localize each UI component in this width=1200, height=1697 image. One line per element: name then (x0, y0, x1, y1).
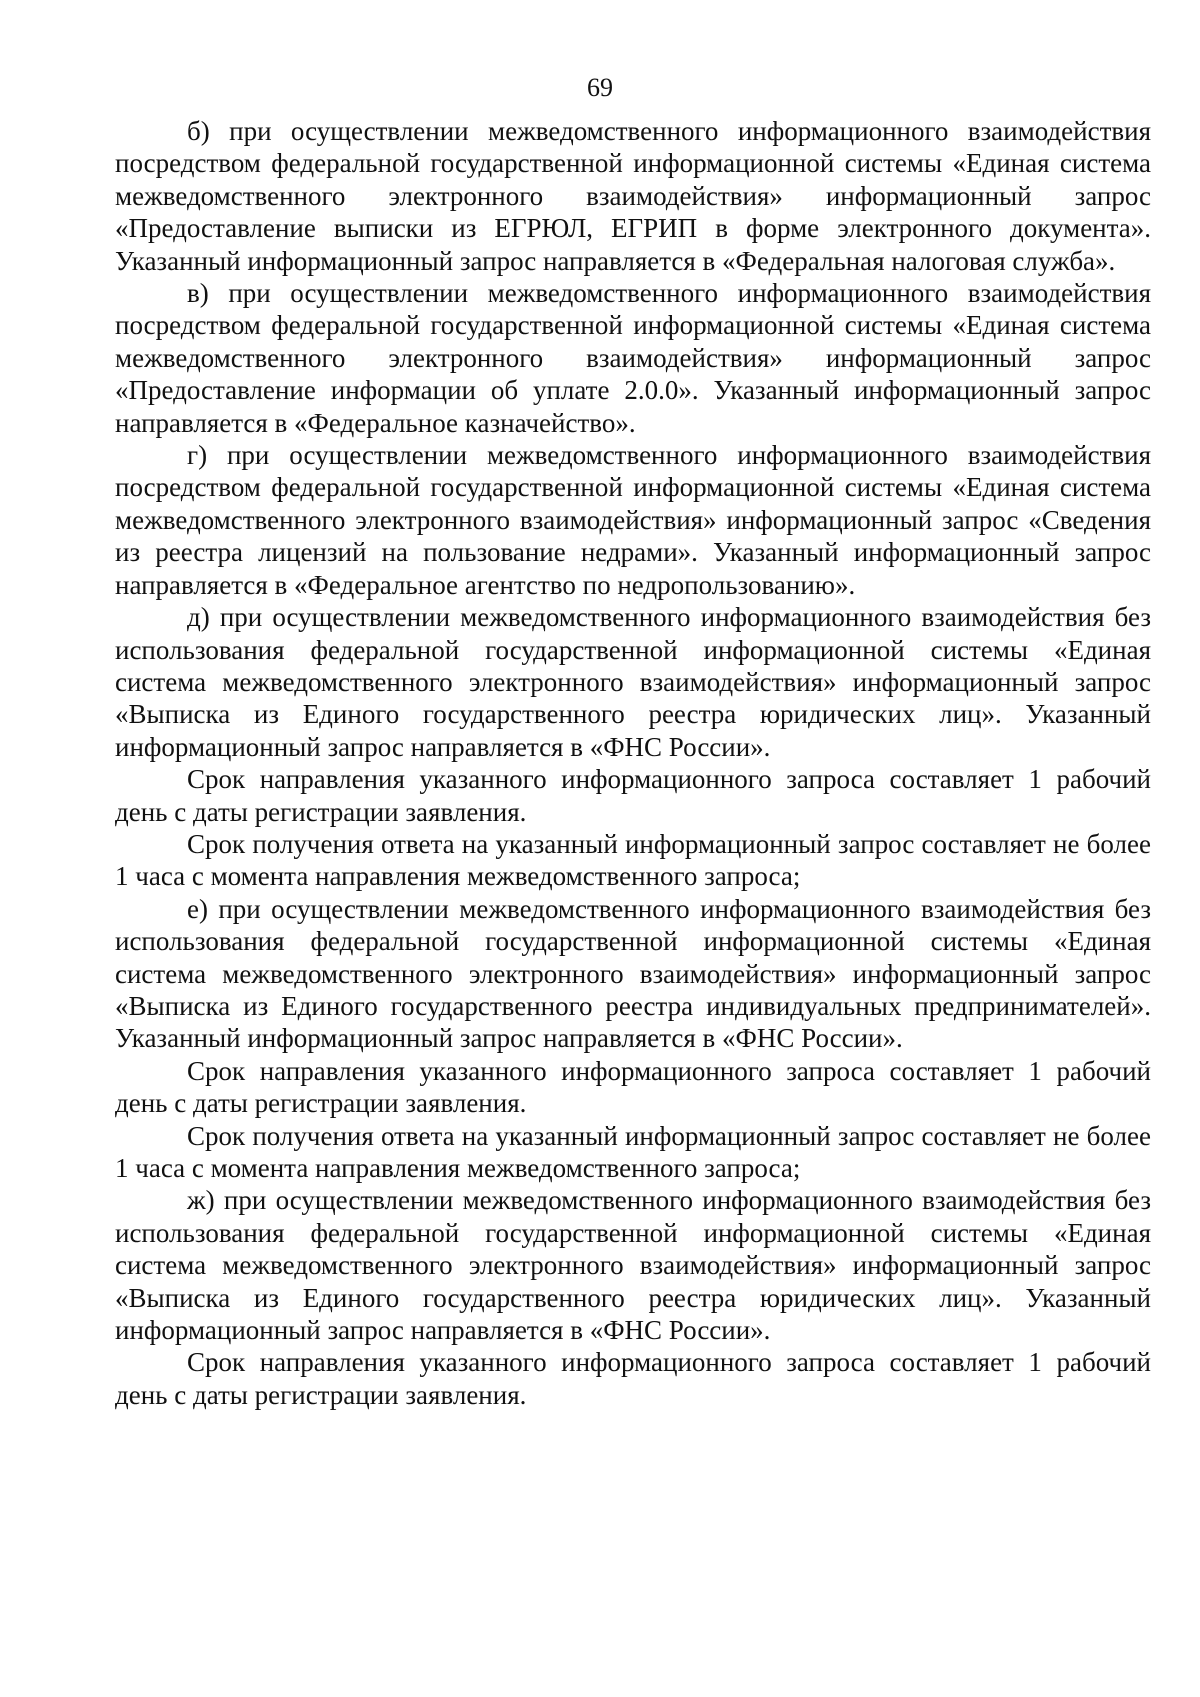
paragraph-b: б) при осуществлении межведомственного информационного взаимодействия посредством федеральной государственной информационной системы «Единая система межведомственного электронного взаимодействия» информационный запрос «Предоставление выписки из ЕГРЮЛ, ЕГРИП в форме электронного документа». Указанный информационный запрос направляется в «Федеральная налоговая служба». (115, 116, 1151, 276)
paragraph-zh: ж) при осуществлении межведомственного информационного взаимодействия без использования федеральной государственной информационной системы «Единая система межведомственного электронного взаимодействия» информационный запрос «Выписка из Единого государственного реестра юридических лиц». Указанный информационный запрос направляется в «ФНС России». (115, 1185, 1151, 1346)
paragraph-d: д) при осуществлении межведомственного информационного взаимодействия без использования федеральной государственной информационной системы «Единая система межведомственного электронного взаимодействия» информационный запрос «Выписка из Единого государственного реестра юридических лиц». Указанный информационный запрос направляется в «ФНС России». (115, 602, 1151, 762)
paragraph-e-request-deadline: Срок направления указанного информационного запроса составляет 1 рабочий день с даты регистрации заявления. (115, 1055, 1151, 1119)
page-number: 69 (587, 73, 613, 102)
document-body (115, 115, 1151, 1411)
paragraph-d-response-deadline: Срок получения ответа на указанный информационный запрос составляет не более 1 часа с момента направления межведомственного запроса; (115, 828, 1151, 892)
paragraph-g: г) при осуществлении межведомственного информационного взаимодействия посредством федеральной государственной информационной системы «Единая система межведомственного электронного взаимодействия» информационный запрос «Сведения из реестра лицензий на пользование недрами». Указанный информационный запрос направляется в «Федеральное агентство по недропользованию». (115, 440, 1151, 600)
paragraph-e-response-deadline: Срок получения ответа на указанный информационный запрос составляет не более 1 часа с момента направления межведомственного запроса; (115, 1120, 1151, 1183)
paragraph-zh-request-deadline: Срок направления указанного информационного запроса составляет 1 рабочий день с даты регистрации заявления. (115, 1347, 1151, 1410)
paragraph-d-request-deadline: Срок направления указанного информационного запроса составляет 1 рабочий день с даты регистрации заявления. (115, 764, 1151, 827)
paragraph-e: е) при осуществлении межведомственного информационного взаимодействия без использования федеральной государственной информационной системы «Единая система межведомственного электронного взаимодействия» информационный запрос «Выписка из Единого государственного реестра индивидуальных предпринимателей». Указанный информационный запрос направляется в «ФНС России». (115, 893, 1151, 1054)
paragraph-v: в) при осуществлении межведомственного информационного взаимодействия посредством федеральной государственной информационной системы «Единая система межведомственного электронного взаимодействия» информационный запрос «Предоставление информации об уплате 2.0.0». Указанный информационный запрос направляется в «Федеральное казначейство». (115, 278, 1151, 438)
